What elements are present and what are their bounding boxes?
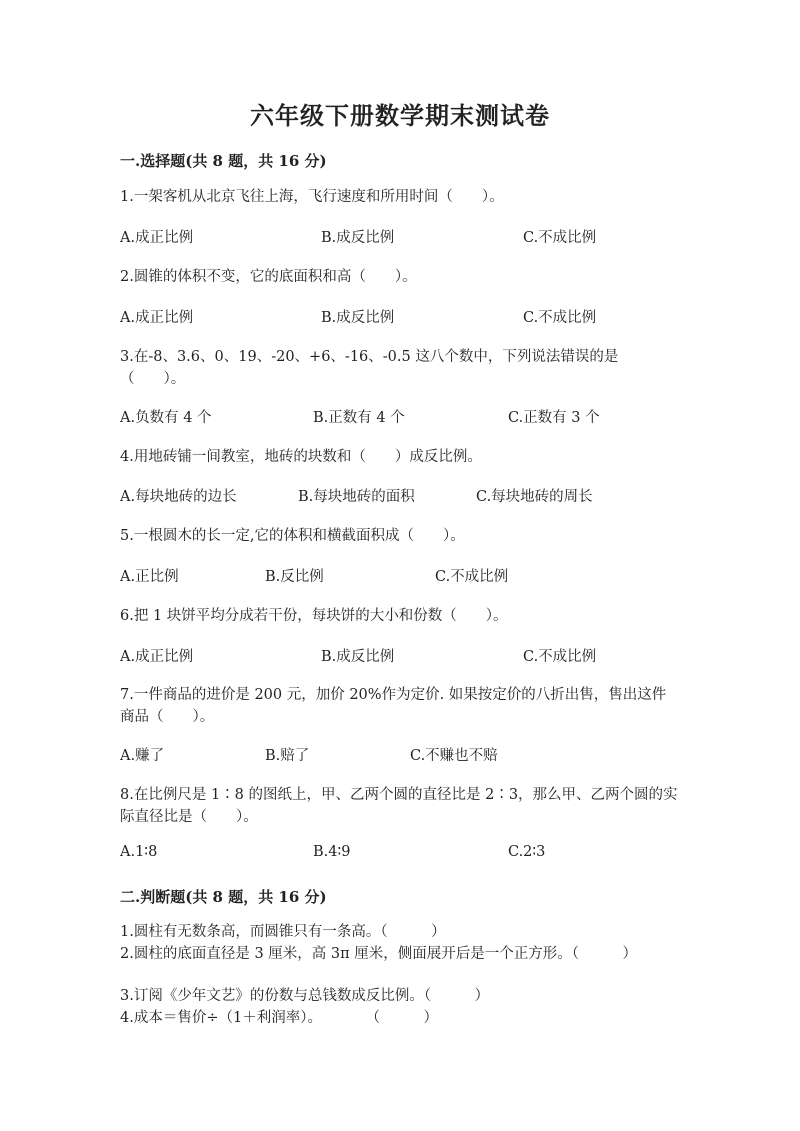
question-6: 6.把 1 块饼平均分成若干份，每块饼的大小和份数（ ）。 [120, 608, 508, 624]
section-2-title: 二.判断题(共 8 题，共 16 分) [120, 888, 327, 906]
option-c: C.不成比例 [523, 649, 597, 665]
judge-item-4: 4.成本＝售价÷（1＋利润率）。 （ ） [120, 1010, 438, 1026]
question-4: 4.用地砖铺一间教室，地砖的块数和（ ）成反比例。 [120, 449, 482, 465]
question-4-options [120, 485, 680, 507]
question-7: 7.一件商品的进价是 200 元，加价 20%作为定价. 如果按定价的八折出售，售出这件商品（ ）。 [120, 687, 667, 725]
option-b: B.每块地砖的面积 [298, 489, 415, 505]
question-1: 1.一架客机从北京飞往上海，飞行速度和所用时间（ ）。 [120, 189, 504, 205]
option-b: B.成反比例 [321, 310, 395, 326]
option-a: A.成正比例 [120, 310, 194, 326]
section-1-title: 一.选择题(共 8 题，共 16 分) [120, 152, 327, 170]
question-2: 2.圆锥的体积不变，它的底面积和高（ ）。 [120, 269, 417, 285]
option-a: A.1∶8 [120, 844, 158, 860]
judge-item-1: 1.圆柱有无数条高，而圆锥只有一条高。（ ） [120, 924, 446, 940]
option-c: C.不成比例 [523, 310, 597, 326]
option-c: C.不赚也不赔 [410, 748, 498, 764]
option-b: B.赔了 [265, 748, 310, 764]
option-a: A.赚了 [120, 748, 165, 764]
option-a: A.成正比例 [120, 649, 194, 665]
judge-item-3: 3.订阅《少年文艺》的份数与总钱数成反比例。（ ） [120, 988, 490, 1004]
option-a: A.每块地砖的边长 [120, 489, 237, 505]
option-b: B.正数有 4 个 [313, 410, 405, 426]
question-3-options [120, 406, 680, 428]
option-a: A.负数有 4 个 [120, 410, 212, 426]
question-1-options [120, 226, 680, 248]
option-c: C.2∶3 [508, 844, 546, 860]
question-8: 8.在比例尺是 1∶8 的图纸上，甲、乙两个圆的直径比是 2∶3，那么甲、乙两个圆的实际直径比是（ ）。 [120, 787, 678, 825]
option-b: B.成反比例 [321, 230, 395, 246]
option-c: C.不成比例 [523, 230, 597, 246]
page-title: 六年级下册数学期末测试卷 [250, 101, 550, 130]
option-c: C.不成比例 [435, 569, 509, 585]
option-b: B.4∶9 [313, 844, 351, 860]
question-7-options [120, 744, 680, 766]
option-b: B.成反比例 [321, 649, 395, 665]
question-5: 5.一根圆木的长一定,它的体积和横截面积成（ ）。 [120, 528, 465, 544]
option-b: B.反比例 [265, 569, 324, 585]
judge-item-2: 2.圆柱的底面直径是 3 厘米，高 3π 厘米，侧面展开后是一个正方形。（ ） [120, 946, 637, 962]
question-6-options [120, 645, 680, 667]
question-2-options [120, 306, 680, 328]
option-a: A.成正比例 [120, 230, 194, 246]
question-3: 3.在-8、3.6、0、19、-20、+6、-16、-0.5 这八个数中，下列说法错误的是（ ）。 [120, 349, 619, 387]
option-c: C.每块地砖的周长 [476, 489, 593, 505]
question-8-options [120, 844, 680, 866]
option-a: A.正比例 [120, 569, 179, 585]
question-5-options [120, 565, 680, 587]
option-c: C.正数有 3 个 [508, 410, 600, 426]
